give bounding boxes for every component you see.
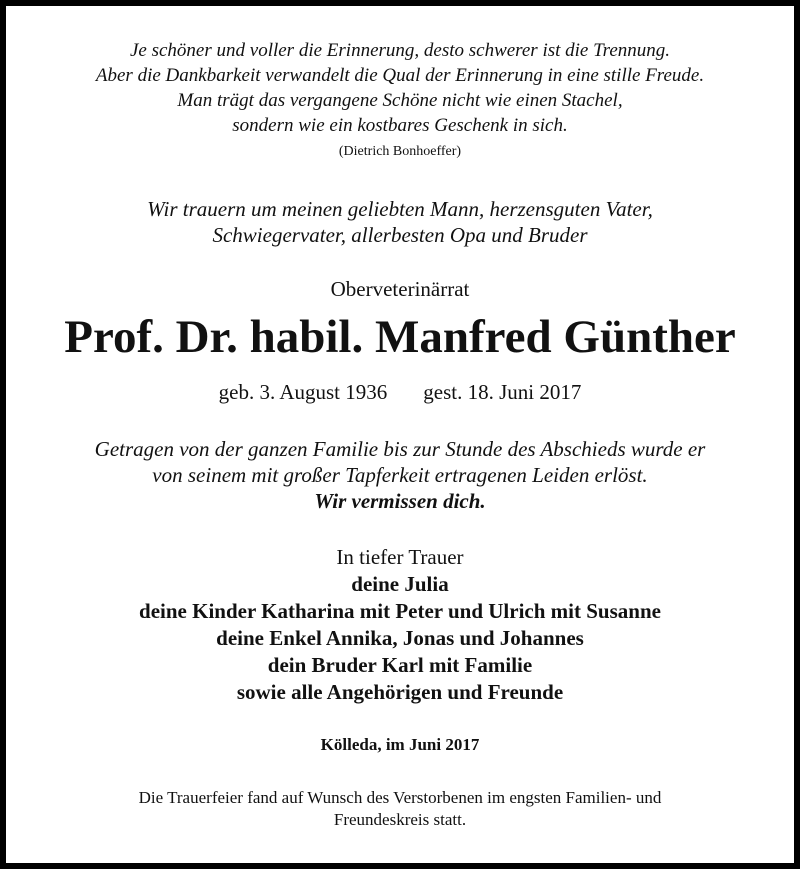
message-line-1: Getragen von der ganzen Familie bis zur Stunde des Abschieds wurde er	[94, 437, 706, 461]
quote-line-2: Aber die Dankbarkeit verwandelt die Qual der Erinnerung in eine stille Freude.	[95, 65, 705, 86]
mourner-line: sowie alle Angehörigen und Freunde	[236, 680, 564, 704]
life-dates	[0, 380, 800, 405]
mourner-line: deine Kinder Katharina mit Peter und Ulrich mit Susanne	[139, 599, 661, 623]
place-date: Kölleda, im Juni 2017	[320, 735, 480, 754]
note-line-2: Freundeskreis statt.	[333, 810, 467, 829]
quote-author: (Dietrich Bonhoeffer)	[338, 144, 462, 159]
intro-line-2: Schwiegervater, allerbesten Opa und Bruder	[212, 223, 588, 247]
intro-line-1: Wir trauern um meinen geliebten Mann, herzensguten Vater,	[147, 197, 653, 221]
death-date: gest. 18. Juni 2017	[423, 380, 582, 404]
quote-line-4: sondern wie ein kostbares Geschenk in sich.	[232, 115, 568, 136]
mourner-line: deine Julia	[351, 572, 449, 596]
note-line-1: Die Trauerfeier fand auf Wunsch des Verstorbenen im engsten Familien- und	[138, 788, 662, 807]
mourner-line: deine Enkel Annika, Jonas und Johannes	[216, 626, 584, 650]
deceased-name: Prof. Dr. habil. Manfred Günther	[64, 311, 736, 363]
quote-line-3: Man trägt das vergangene Schöne nicht wie einen Stachel,	[177, 90, 623, 111]
deceased-title: Oberveterinärrat	[330, 277, 470, 301]
birth-date: geb. 3. August 1936	[218, 380, 388, 404]
quote-line-1: Je schöner und voller die Erinnerung, desto schwerer ist die Trennung.	[129, 40, 670, 61]
message-line-2: von seinem mit großer Tapferkeit ertragenen Leiden erlöst.	[152, 463, 648, 487]
message-closing: Wir vermissen dich.	[314, 489, 486, 513]
mourner-line: dein Bruder Karl mit Familie	[267, 653, 533, 677]
mourners-heading: In tiefer Trauer	[336, 545, 464, 569]
